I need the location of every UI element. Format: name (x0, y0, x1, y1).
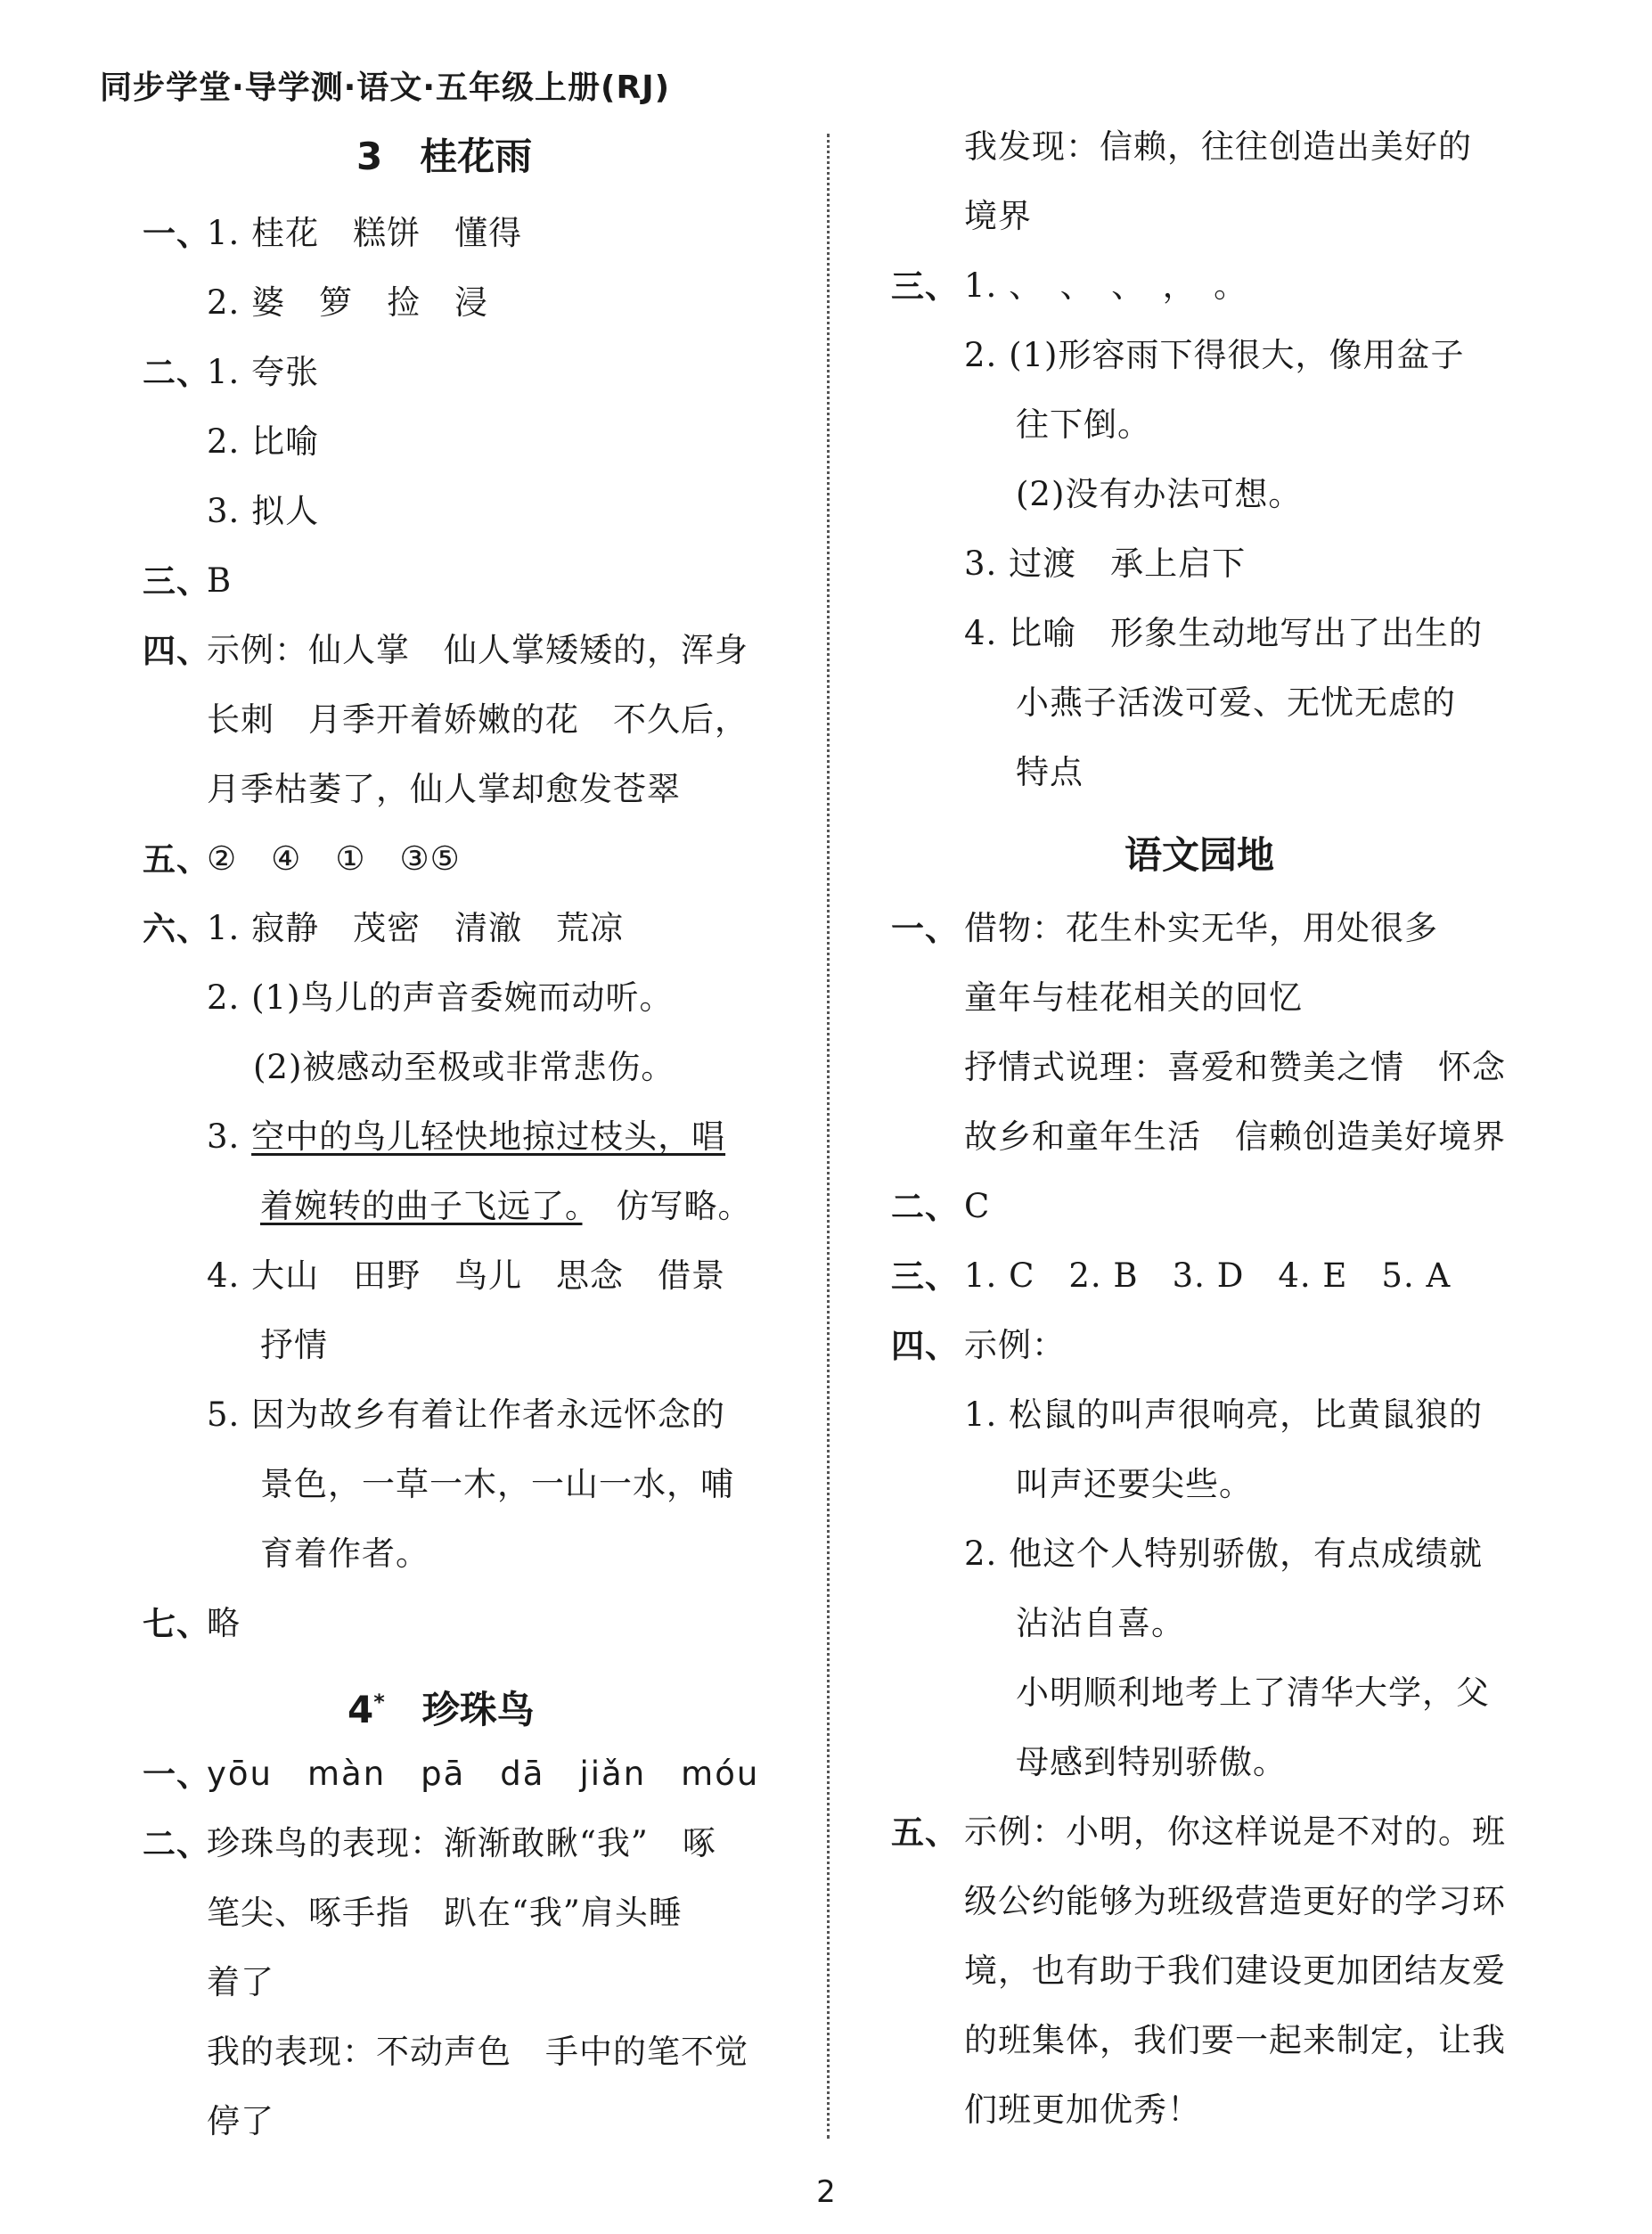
section-label: 二、 (143, 353, 210, 392)
answer-line: 们班更加优秀！ (964, 2091, 1201, 2129)
answer-line: 2. 婆 箩 捡 浸 (207, 283, 489, 322)
answer-line: 2. (1)形容雨下得很大，像用盆子 (964, 336, 1465, 374)
answer-line: 借物：花生朴实无华，用处很多 (964, 909, 1438, 947)
page-header: 同步学堂·导学测·语文·五年级上册(RJ) (100, 70, 671, 106)
section-label: 三、 (143, 561, 210, 601)
answer-line: 珍珠鸟的表现：渐渐敢瞅“我” 啄 (207, 1824, 716, 1862)
section-label: 一、 (891, 909, 959, 948)
section-label: 三、 (891, 266, 959, 306)
answer-line: 景色，一草一木，一山一水，哺 (260, 1465, 734, 1503)
answer-line: ② ④ ① ③⑤ (207, 839, 461, 878)
answer-line: 3. 拟人 (207, 492, 320, 530)
answer-line: C (964, 1187, 991, 1225)
answer-line: 2. 他这个人特别骄傲，有点成绩就 (964, 1534, 1484, 1573)
answer-line: 示例： (964, 1326, 1066, 1364)
section-label: 四、 (891, 1326, 959, 1365)
section-label: 七、 (143, 1604, 210, 1643)
underlined-sentence: 着婉转的曲子飞远了。 (260, 1187, 583, 1225)
section-label: 二、 (891, 1187, 959, 1226)
answer-line: 小明顺利地考上了清华大学，父 (1016, 1673, 1490, 1712)
answer-line: 停了 (207, 2102, 274, 2140)
answer-line (260, 1184, 752, 1229)
section-label: 五、 (143, 839, 210, 879)
answer-line: 2. (1)鸟儿的声音委婉而动听。 (207, 978, 674, 1017)
answer-line: 往下倒。 (1016, 405, 1151, 444)
answer-line: 1. 、 、 、 ， 。 (964, 266, 1248, 305)
answer-line: 略 (207, 1604, 241, 1642)
answer-line: 1. 桂花 糕饼 懂得 (207, 214, 523, 252)
answer-line: 长刺 月季开着娇嫩的花 不久后， (207, 700, 748, 739)
section-label: 四、 (143, 631, 210, 670)
item-number: 3. (207, 1117, 252, 1156)
section-label: 五、 (891, 1813, 959, 1852)
section-label: 三、 (891, 1256, 959, 1296)
answer-line: 2. 比喻 (207, 422, 320, 461)
optional-mark: * (373, 1690, 385, 1714)
answer-line: 故乡和童年生活 信赖创造美好境界 (964, 1117, 1506, 1156)
lesson4-title: 4* 珍珠鸟 (348, 1688, 535, 1731)
answer-line: 抒情 (260, 1326, 328, 1364)
lesson3-title: 3 桂花雨 (356, 135, 533, 178)
underlined-sentence: 空中的鸟儿轻快地掠过枝头，唱 (251, 1117, 726, 1156)
answer-line: 沾沾自喜。 (1016, 1604, 1185, 1642)
answer-line: 3. 过渡 承上启下 (964, 544, 1247, 583)
answer-line: 着了 (207, 1963, 274, 2001)
answer-line: 级公约能够为班级营造更好的学习环 (964, 1882, 1506, 1920)
answer-line: B (207, 561, 233, 600)
answer-line: 笔尖、啄手指 趴在“我”肩头睡 (207, 1894, 683, 1932)
answer-note: 仿写略。 (582, 1187, 752, 1225)
answer-line: 1. 松鼠的叫声很响亮，比黄鼠狼的 (964, 1395, 1484, 1434)
answer-line: 母感到特别骄傲。 (1016, 1743, 1287, 1781)
answer-line: 1. 夸张 (207, 353, 320, 391)
answer-line: 4. 比喻 形象生动地写出了出生的 (964, 614, 1484, 652)
answer-line: 示例：仙人掌 仙人掌矮矮的，浑身 (207, 631, 748, 669)
answer-line: 特点 (1016, 753, 1084, 791)
answer-line: 童年与桂花相关的回忆 (964, 978, 1303, 1017)
section-label: 六、 (143, 909, 210, 948)
answer-line (207, 1115, 725, 1159)
answer-line: 抒情式说理：喜爱和赞美之情 怀念 (964, 1048, 1506, 1086)
answer-line: 我的表现：不动声色 手中的笔不觉 (207, 2033, 748, 2071)
section-label: 二、 (143, 1824, 210, 1863)
section-label: 一、 (143, 214, 210, 253)
pinyin-line: yōu màn pā dā jiǎn móu (207, 1755, 760, 1793)
answer-line: 我发现：信赖，往往创造出美好的 (964, 127, 1472, 166)
answer-line: (2)没有办法可想。 (1016, 475, 1303, 513)
section-label: 一、 (143, 1755, 210, 1794)
answer-line: 示例：小明，你这样说是不对的。班 (964, 1813, 1506, 1851)
column-divider (827, 134, 830, 2139)
answer-line: 1. 寂静 茂密 清澈 荒凉 (207, 909, 625, 947)
answer-line: 育着作者。 (260, 1534, 429, 1573)
answer-line: 境界 (964, 197, 1032, 235)
answer-line: 的班集体，我们要一起来制定，让我 (964, 2021, 1506, 2059)
answer-line: 小燕子活泼可爱、无忧无虑的 (1016, 683, 1456, 722)
answer-line: 境，也有助于我们建设更加团结友爱 (964, 1952, 1506, 1990)
answer-line: 月季枯萎了，仙人掌却愈发苍翠 (207, 770, 681, 808)
answer-line: 叫声还要尖些。 (1016, 1465, 1253, 1503)
answer-line: 4. 大山 田野 鸟儿 思念 借景 (207, 1256, 726, 1295)
answer-line: 1. C 2. B 3. D 4. E 5. A (964, 1256, 1452, 1295)
garden-title: 语文园地 (1125, 833, 1275, 877)
page-number: 2 (816, 2174, 836, 2210)
answer-line: 5. 因为故乡有着让作者永远怀念的 (207, 1395, 726, 1434)
answer-line: (2)被感动至极或非常悲伤。 (253, 1048, 675, 1086)
